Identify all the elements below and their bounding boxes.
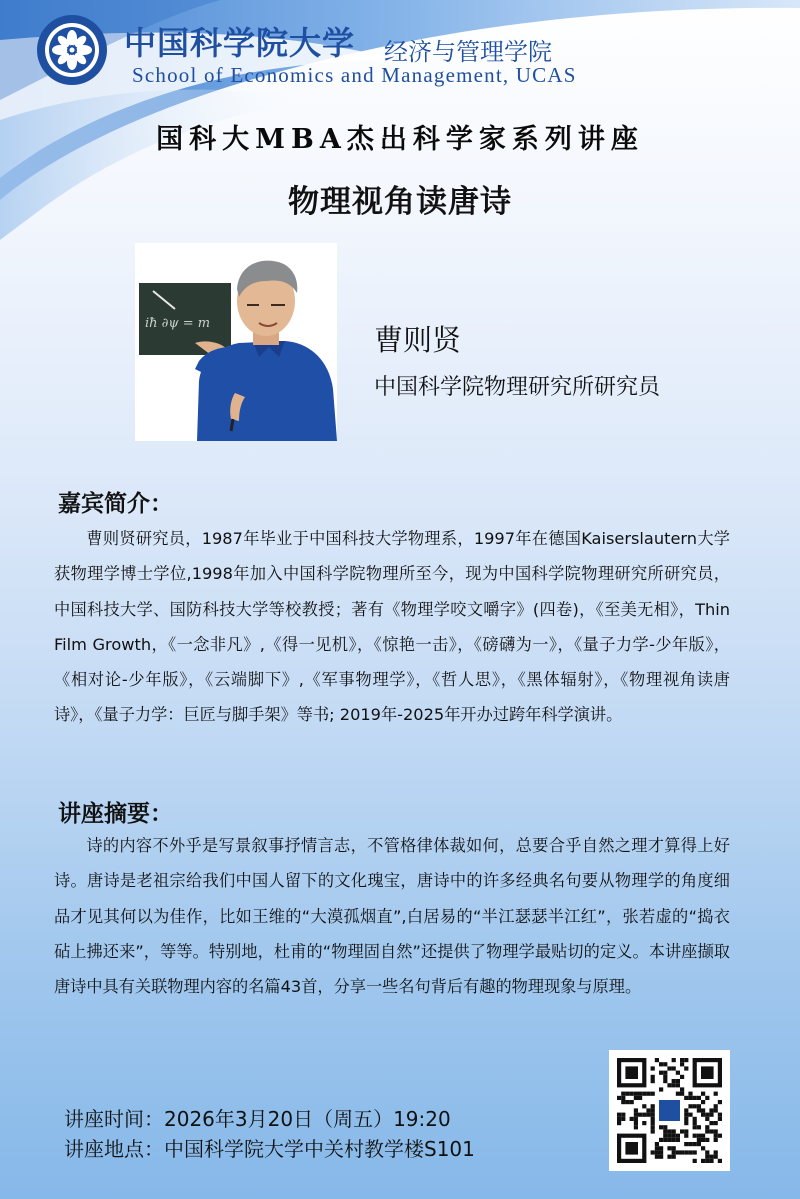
school-name-en: School of Economics and Management, UCAS <box>132 63 577 87</box>
speaker-name: 曹则贤 <box>374 323 462 357</box>
abstract-heading: 讲座摘要： <box>58 801 173 827</box>
wechat-qr-code-icon <box>609 1050 730 1171</box>
bio-text: 曹则贤研究员，1987年毕业于中国科技大学物理系，1997年在德国Kaiserslautern大学获物理学博士学位,1998年加入中国科学院物理所至今，现为中国科学院物理研究所研究员，中国科技大学、国防科技大学等校教授；著有《物理学咬文嚼字》(四卷)，《至美无相》，Thin Film Growth，《一念非凡》,《得一见机》，《惊艳一击》，《磅礴为一》，《量子力学-少年版》，《相对论-少年版》，《云端脚下》,《军事物理学》，《哲人思》，《黑体辐射》，《物理视角读唐诗》，《量子力学：巨匠与脚手架》等书; 2019年-2025年开办过跨年科学演讲。 <box>54 529 730 725</box>
bio-heading: 嘉宾简介： <box>58 491 173 517</box>
speaker-photo <box>135 243 337 441</box>
school-department-cn: 经济与管理学院 <box>384 38 552 66</box>
abstract-text: 诗的内容不外乎是写景叙事抒情言志，不管格律体裁如何，总要合乎自然之理才算得上好诗。唐诗是老祖宗给我们中国人留下的文化瑰宝，唐诗中的许多经典名句要从物理学的角度细品才见其何以为佳作，比如王维的“大漠孤烟直”,白居易的“半江瑟瑟半江红”，张若虚的“捣衣砧上拂还来”，等等。特别地，杜甫的“物理固自然”还提供了物理学最贴切的定义。本讲座撷取唐诗中具有关联物理内容的名篇43首，分享一些名句背后有趣的物理现象与原理。 <box>54 836 730 997</box>
event-place: 讲座地点：中国科学院大学中关村教学楼S101 <box>64 1137 475 1161</box>
svg-text:iħ ∂ψ = m: iħ ∂ψ = m <box>145 316 211 331</box>
series-title: 国科大MBA杰出科学家系列讲座 <box>156 124 644 155</box>
event-time: 讲座时间：2026年3月20日（周五）19:20 <box>64 1107 451 1131</box>
speaker-title: 中国科学院物理研究所研究员 <box>374 375 661 400</box>
header <box>0 0 800 110</box>
ucas-seal-logo-icon <box>36 14 108 86</box>
lecture-title: 物理视角读唐诗 <box>288 184 512 220</box>
qr-code <box>609 1050 730 1171</box>
school-name-cn: 中国科学院大学 <box>124 24 356 62</box>
speaker-portrait-icon <box>135 243 337 441</box>
